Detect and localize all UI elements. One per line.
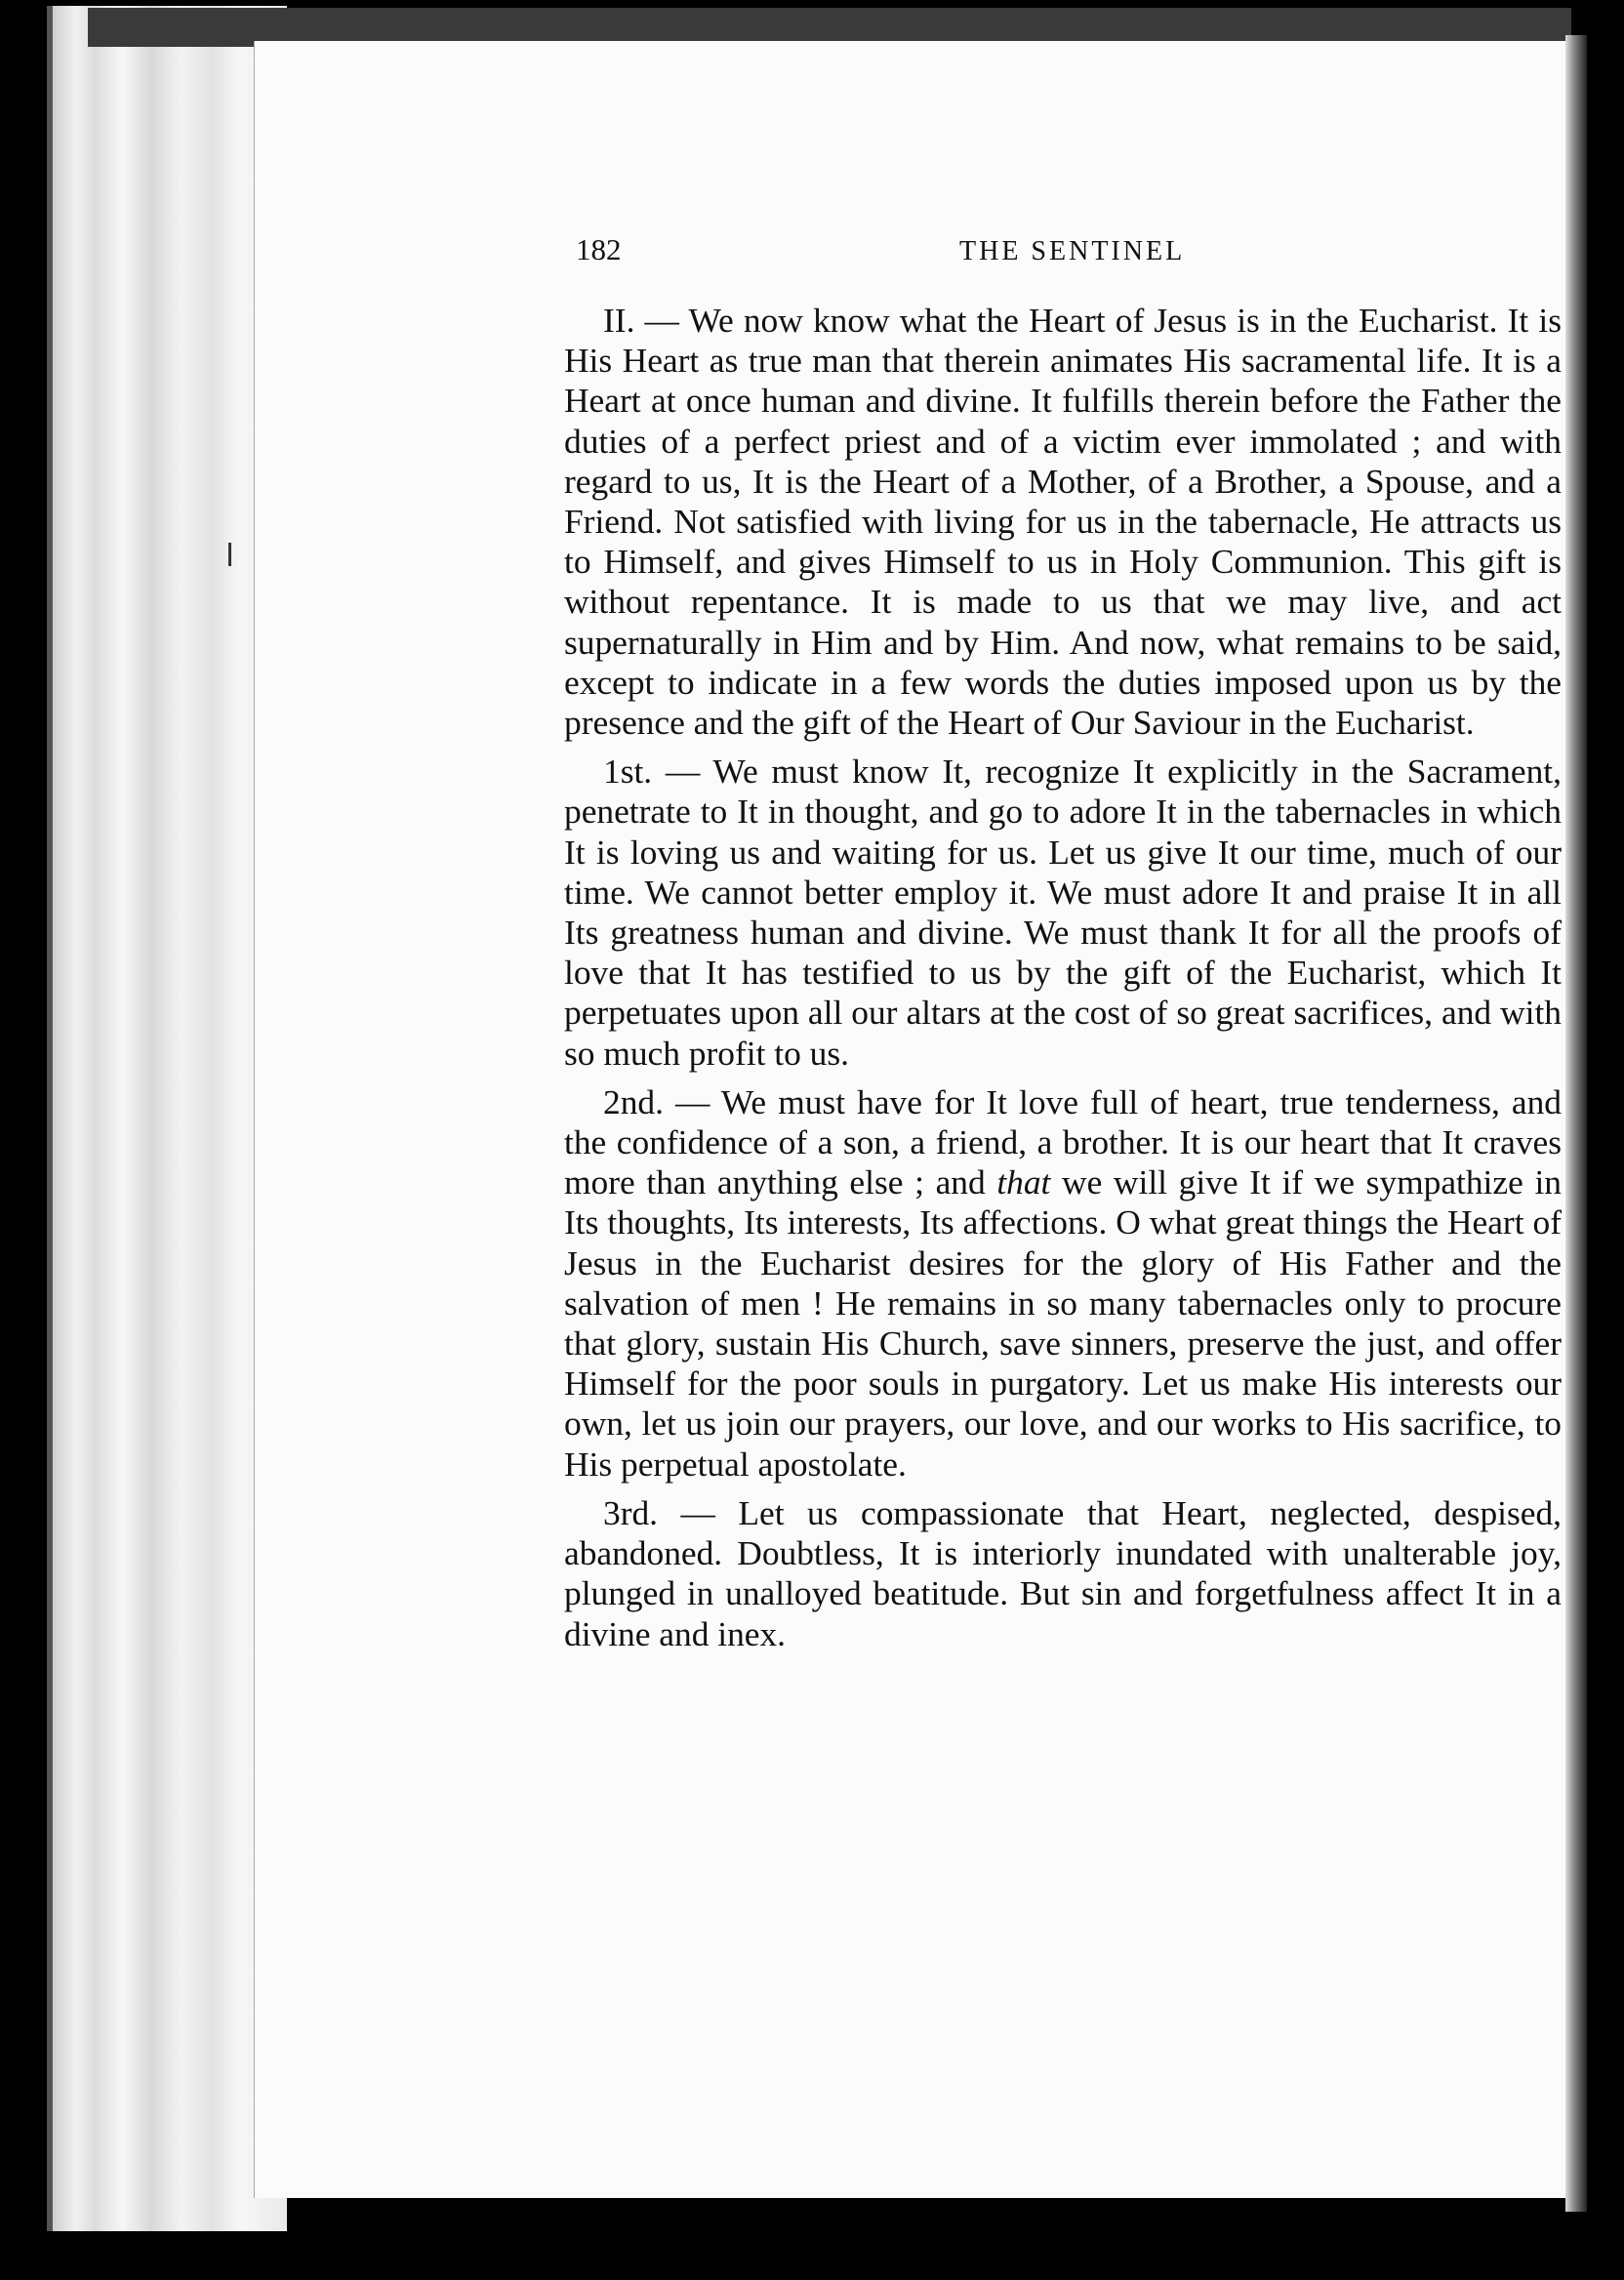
book-page-edges — [47, 6, 287, 2231]
page-gutter-shadow — [1565, 35, 1587, 2212]
body-text — [564, 301, 1562, 1663]
paragraph-intro: II. — We now know what the Heart of Jesus is in the Eucharist. It is His Heart as true man that therein animates His sacramental life. It is a Heart at once human and divine. It fulfills therein before the Father the duties of a perfect priest and of a victim ever immolated ; and with regard to us, It is the Heart of a Mother, of a Brother, a Spouse, and a Friend. Not satisfied with living for us in the tabernacle, He attracts us to Himself, and gives Himself to us in Holy Communion. This gift is without repentance. It is made to us that we may live, and act supernaturally in Him and by Him. And now, what remains to be said, except to indicate in a few words the duties imposed upon us by the presence and the gift of the Heart of Our Saviour in the Eucharist. — [564, 301, 1562, 743]
italic-emphasis: that — [996, 1162, 1051, 1202]
margin-mark — [228, 543, 231, 566]
page-number: 182 — [576, 232, 622, 266]
paragraph-first: 1st. — We must know It, recognize It explicitly in the Sacrament, penetrate to It in thought, and go to adore It in the tabernacles in which It is loving us and waiting for us. Let us give It our time, much of our time. We cannot better employ it. We must adore It and praise It in all Its greatness human and divine. We must thank It for all the proofs of love that It has testified to us by the gift of the Eucharist, which It perpetuates upon all our altars at the cost of so great sacrifices, and with so much profit to us. — [564, 752, 1562, 1073]
paragraph-second: 2nd. — We must have for It love full of heart, true tenderness, and the confidence of a son, a friend, a brother. It is our heart that It craves more than anything else ; and that we will give It if we sympathize in Its thoughts, Its interests, Its affections. O what great things the Heart of Jesus in the Eucharist desires for the glory of His Father and the salvation of men ! He remains in so many tabernacles only to procure that glory, sustain His Church, save sinners, preserve the just, and offer Himself for the poor souls in purgatory. Let us make His interests our own, let us join our prayers, our love, and our works to His sacrifice, to His perpetual apostolate. — [564, 1081, 1562, 1484]
running-head: THE SENTINEL — [959, 236, 1186, 266]
page-header — [576, 232, 1552, 275]
paragraph-third: 3rd. — Let us compassionate that Heart, neglected, despised, abandoned. Doubtless, It is interiorly inundated with unalterable joy, plunged in unalloyed beatitude. But sin and forgetfulness affect It in a divine and inex. — [564, 1492, 1562, 1653]
